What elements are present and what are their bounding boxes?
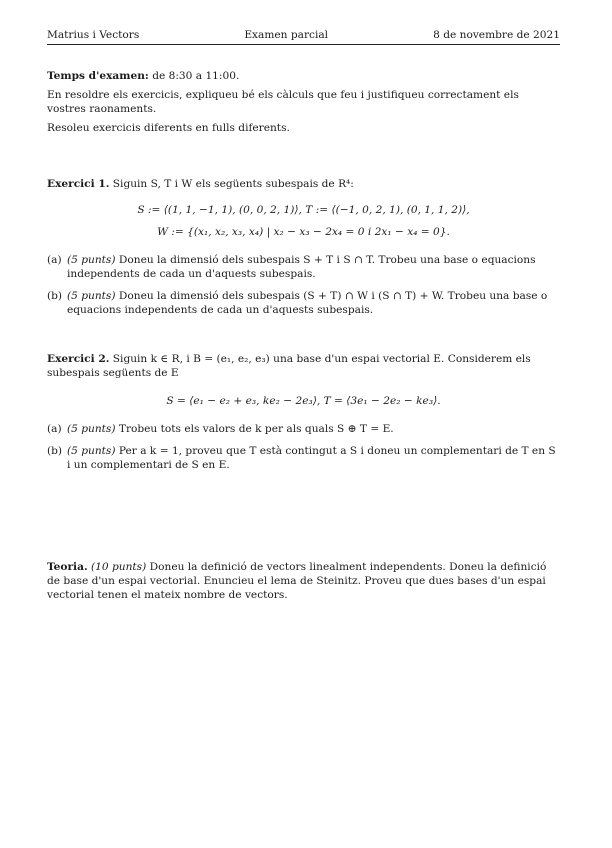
ex1-a-tag: (a): [47, 254, 62, 266]
time-label: Temps d'examen:: [47, 70, 149, 82]
ex2-b-text: Per a k = 1, proveu que T està contingut a S i doneu un complementari de T en S i un complementari de S en E.: [67, 445, 556, 471]
ex2-eq: S = ⟨e₁ − e₂ + e₃, ke₂ − 2e₃⟩, T = ⟨3e₁ − 2e₂ − ke₃⟩.: [166, 395, 441, 407]
ex1-eq-w: W := {(x₁, x₂, x₃, x₄) | x₂ − x₃ − 2x₄ = 0 i 2x₁ − x₄ = 0}.: [157, 226, 450, 238]
ex2-a-text: Trobeu tots els valors de k per als quals S ⊕ T = E.: [118, 423, 394, 435]
theory-section: [47, 560, 560, 602]
ex2-part-b: [47, 444, 560, 472]
intro-section: [47, 69, 560, 135]
ex2-intro: Siguin k ∈ R, i B = (e₁, e₂, e₃) una base d'un espai vectorial E. Considerem els subespais següents de E: [47, 353, 531, 379]
exercise-1: [47, 177, 560, 317]
time-value: de 8:30 a 11:00.: [152, 70, 240, 82]
ex2-statement: [47, 352, 560, 380]
ex1-a-points: (5 punts): [67, 254, 116, 266]
header-title: Examen parcial: [244, 29, 329, 41]
header-course: Matrius i Vectors: [47, 29, 140, 41]
theory-title: Teoria.: [47, 561, 88, 573]
ex2-part-a: [47, 422, 560, 436]
ex1-b-text: Doneu la dimensió dels subespais (S + T) ∩ W i (S ∩ T) + W. Trobeu una base o equacions independents de cada un d'aquests subespais.: [67, 290, 548, 316]
exam-time: [47, 69, 560, 83]
ex1-title: Exercici 1.: [47, 178, 110, 190]
ex2-b-tag: (b): [47, 445, 63, 457]
page-header: [47, 26, 560, 45]
ex1-b-points: (5 punts): [67, 290, 116, 302]
ex2-a-points: (5 punts): [67, 423, 116, 435]
ex1-part-b: [47, 289, 560, 317]
ex2-b-points: (5 punts): [67, 445, 116, 457]
ex1-eq-s-t: S := ⟨(1, 1, −1, 1), (0, 0, 2, 1)⟩, T := ⟨(−1, 0, 2, 1), (0, 1, 1, 2)⟩,: [137, 204, 470, 216]
ex1-part-a: [47, 253, 560, 281]
ex1-statement: [47, 177, 560, 191]
ex1-intro: Siguin S, T i W els següents subespais de R⁴:: [112, 178, 354, 190]
theory-statement: [47, 560, 560, 602]
separate-sheets: Resoleu exercicis diferents en fulls diferents.: [47, 122, 290, 134]
theory-points: (10 punts): [91, 561, 147, 573]
ex1-b-tag: (b): [47, 290, 63, 302]
ex1-a-text: Doneu la dimensió dels subespais S + T i S ∩ T. Trobeu una base o equacions independents de cada un d'aquests subespais.: [67, 254, 536, 280]
instructions: En resoldre els exercicis, expliqueu bé els càlculs que feu i justifiqueu correctament els vostres raonaments.: [47, 89, 519, 115]
header-date: 8 de novembre de 2021: [433, 29, 560, 41]
theory-text: Doneu la definició de vectors linealment independents. Doneu la definició de base d'un espai vectorial. Enuncieu el lema de Steinitz. Proveu que dues bases d'un espai vectorial tenen el mateix nombre de vectors.: [47, 561, 547, 601]
ex2-title: Exercici 2.: [47, 353, 110, 365]
exercise-2: [47, 352, 560, 472]
ex2-a-tag: (a): [47, 423, 62, 435]
